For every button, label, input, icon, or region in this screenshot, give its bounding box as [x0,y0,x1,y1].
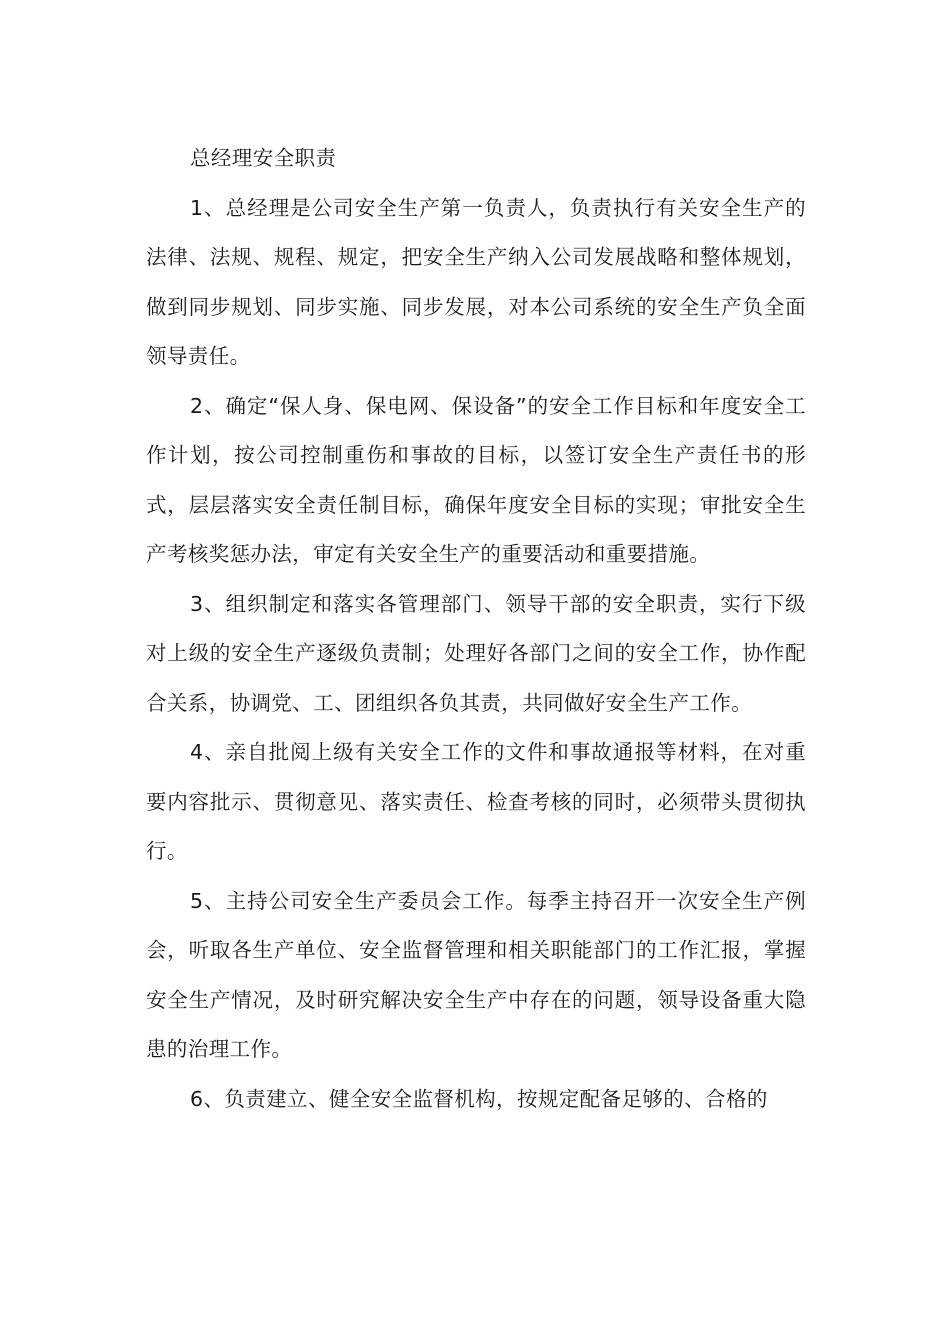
paragraph-5: 5、主持公司安全生产委员会工作。每季主持召开一次安全生产例会，听取各生产单位、安全监督管理和相关职能部门的工作汇报，掌握安全生产情况，及时研究解决安全生产中存在的问题，领导设备重大隐患的治理工作。 [146,888,806,1061]
document-body [146,134,806,1124]
paragraph-6: 6、负责建立、健全安全监督机构，按规定配备足够的、合格的 [190,1086,768,1111]
paragraph-4: 4、亲自批阅上级有关安全工作的文件和事故通报等材料，在对重要内容批示、贯彻意见、落实责任、检查考核的同时，必须带头贯彻执行。 [146,740,806,863]
document-title: 总经理安全职责 [190,146,337,170]
paragraph-1: 1、总经理是公司安全生产第一负责人，负责执行有关安全生产的法律、法规、规程、规定，把安全生产纳入公司发展战略和整体规划，做到同步规划、同步实施、同步发展，对本公司系统的安全生产负全面领导责任。 [146,195,806,368]
paragraph-3: 3、组织制定和落实各管理部门、领导干部的安全职责，实行下级对上级的安全生产逐级负责制；处理好各部门之间的安全工作，协作配合关系，协调党、工、团组织各负其责，共同做好安全生产工作。 [146,591,806,715]
paragraph-2: 2、确定“保人身、保电网、保设备”的安全工作目标和年度安全工作计划，按公司控制重伤和事故的目标，以签订安全生产责任书的形式，层层落实安全责任制目标，确保年度安全目标的实现；审批安全生产考核奖惩办法，审定有关安全生产的重要活动和重要措施。 [146,393,806,566]
